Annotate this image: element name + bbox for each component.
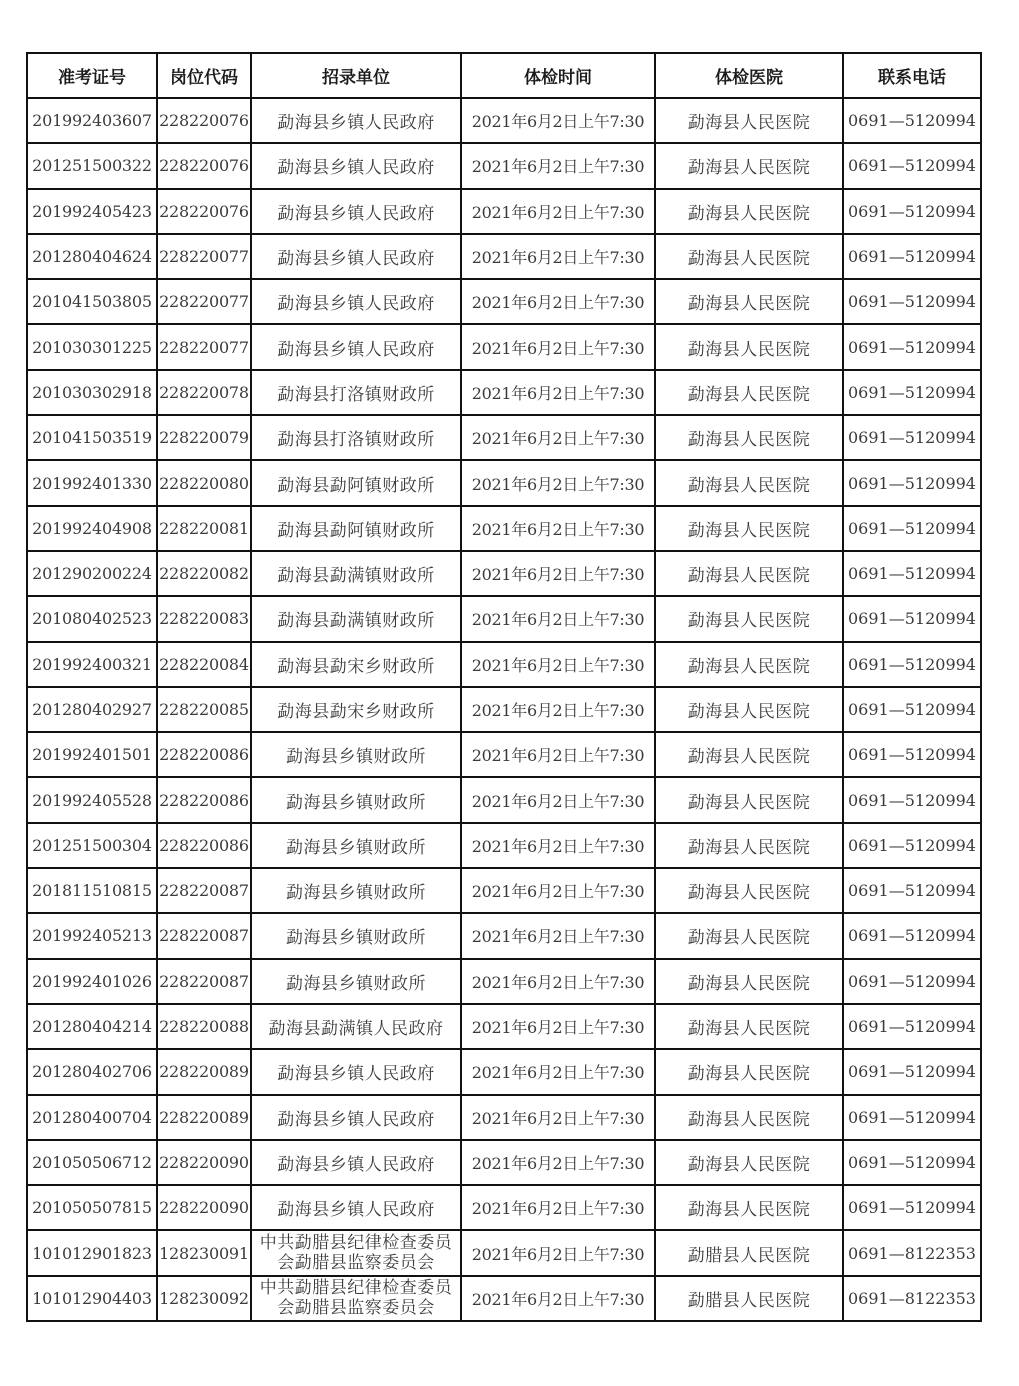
hospital-cell: 勐海县人民医院 (655, 460, 843, 505)
hospital-cell: 勐海县人民医院 (655, 868, 843, 913)
unit-cell: 勐海县乡镇人民政府 (251, 189, 461, 234)
unit-cell: 勐海县勐满镇财政所 (251, 551, 461, 596)
phone-cell: 0691—5120994 (843, 370, 981, 415)
table-row (27, 913, 981, 958)
unit-cell: 勐海县乡镇财政所 (251, 732, 461, 777)
post-code-cell: 228220077 (157, 324, 251, 369)
phone-cell: 0691—5120994 (843, 732, 981, 777)
exam-id-cell: 201280402706 (27, 1049, 157, 1094)
exam-id-cell: 201080402523 (27, 596, 157, 641)
unit-cell: 勐海县乡镇人民政府 (251, 1095, 461, 1140)
table-row (27, 1095, 981, 1140)
unit-cell: 勐海县乡镇人民政府 (251, 1140, 461, 1185)
table-row (27, 234, 981, 279)
hospital-cell: 勐海县人民医院 (655, 596, 843, 641)
table-row (27, 279, 981, 324)
exam-time-cell: 2021年6月2日上午7:30 (461, 98, 655, 143)
header-phone: 联系电话 (843, 53, 981, 98)
exam-time-cell: 2021年6月2日上午7:30 (461, 324, 655, 369)
unit-cell: 勐海县乡镇财政所 (251, 868, 461, 913)
exam-id-cell: 201030301225 (27, 324, 157, 369)
unit-cell: 勐海县乡镇人民政府 (251, 98, 461, 143)
exam-time-cell: 2021年6月2日上午7:30 (461, 868, 655, 913)
post-code-cell: 228220089 (157, 1049, 251, 1094)
hospital-cell: 勐海县人民医院 (655, 370, 843, 415)
exam-time-cell: 2021年6月2日上午7:30 (461, 143, 655, 188)
exam-id-cell: 201030302918 (27, 370, 157, 415)
hospital-cell: 勐腊县人民医院 (655, 1276, 843, 1321)
hospital-cell: 勐海县人民医院 (655, 189, 843, 234)
hospital-cell: 勐海县人民医院 (655, 642, 843, 687)
table-row (27, 370, 981, 415)
exam-id-cell: 101012904403 (27, 1276, 157, 1321)
exam-id-cell: 201992400321 (27, 642, 157, 687)
unit-cell: 勐海县勐宋乡财政所 (251, 642, 461, 687)
exam-time-cell: 2021年6月2日上午7:30 (461, 1004, 655, 1049)
table-row (27, 823, 981, 868)
exam-id-cell: 201290200224 (27, 551, 157, 596)
post-code-cell: 228220090 (157, 1140, 251, 1185)
hospital-cell: 勐腊县人民医院 (655, 1230, 843, 1275)
table-row (27, 1230, 981, 1275)
exam-id-cell: 201050506712 (27, 1140, 157, 1185)
hospital-cell: 勐海县人民医院 (655, 823, 843, 868)
post-code-cell: 228220085 (157, 687, 251, 732)
post-code-cell: 228220087 (157, 959, 251, 1004)
exam-time-cell: 2021年6月2日上午7:30 (461, 732, 655, 777)
post-code-cell: 228220088 (157, 1004, 251, 1049)
unit-cell: 勐海县乡镇财政所 (251, 959, 461, 1004)
post-code-cell: 228220082 (157, 551, 251, 596)
phone-cell: 0691—8122353 (843, 1276, 981, 1321)
phone-cell: 0691—5120994 (843, 189, 981, 234)
table-row (27, 596, 981, 641)
post-code-cell: 228220079 (157, 415, 251, 460)
header-unit: 招录单位 (251, 53, 461, 98)
unit-cell: 勐海县乡镇人民政府 (251, 1185, 461, 1230)
hospital-cell: 勐海县人民医院 (655, 143, 843, 188)
unit-cell: 勐海县勐阿镇财政所 (251, 460, 461, 505)
phone-cell: 0691—5120994 (843, 913, 981, 958)
exam-id-cell: 201992401330 (27, 460, 157, 505)
hospital-cell: 勐海县人民医院 (655, 1049, 843, 1094)
exam-id-cell: 201992405423 (27, 189, 157, 234)
post-code-cell: 228220089 (157, 1095, 251, 1140)
hospital-cell: 勐海县人民医院 (655, 1004, 843, 1049)
post-code-cell: 228220083 (157, 596, 251, 641)
exam-time-cell: 2021年6月2日上午7:30 (461, 506, 655, 551)
header-post-code: 岗位代码 (157, 53, 251, 98)
phone-cell: 0691—5120994 (843, 687, 981, 732)
exam-time-cell: 2021年6月2日上午7:30 (461, 551, 655, 596)
table-row (27, 189, 981, 234)
post-code-cell: 128230092 (157, 1276, 251, 1321)
table-row (27, 1276, 981, 1321)
table-row (27, 1049, 981, 1094)
unit-cell: 中共勐腊县纪律检查委员会勐腊县监察委员会 (251, 1276, 461, 1321)
post-code-cell: 228220081 (157, 506, 251, 551)
hospital-cell: 勐海县人民医院 (655, 551, 843, 596)
hospital-cell: 勐海县人民医院 (655, 687, 843, 732)
hospital-cell: 勐海县人民医院 (655, 777, 843, 822)
exam-id-cell: 201251500304 (27, 823, 157, 868)
exam-time-cell: 2021年6月2日上午7:30 (461, 1095, 655, 1140)
unit-cell: 勐海县乡镇人民政府 (251, 1049, 461, 1094)
hospital-cell: 勐海县人民医院 (655, 1140, 843, 1185)
hospital-cell: 勐海县人民医院 (655, 732, 843, 777)
exam-time-cell: 2021年6月2日上午7:30 (461, 1230, 655, 1275)
table-row (27, 460, 981, 505)
table-row (27, 506, 981, 551)
table-row (27, 687, 981, 732)
unit-cell: 勐海县勐满镇人民政府 (251, 1004, 461, 1049)
hospital-cell: 勐海县人民医院 (655, 279, 843, 324)
exam-id-cell: 201280400704 (27, 1095, 157, 1140)
phone-cell: 0691—5120994 (843, 1185, 981, 1230)
exam-time-cell: 2021年6月2日上午7:30 (461, 913, 655, 958)
table-row (27, 777, 981, 822)
phone-cell: 0691—5120994 (843, 1049, 981, 1094)
table-row (27, 415, 981, 460)
post-code-cell: 228220087 (157, 868, 251, 913)
unit-cell: 勐海县乡镇财政所 (251, 913, 461, 958)
unit-cell: 勐海县勐阿镇财政所 (251, 506, 461, 551)
exam-id-cell: 201280402927 (27, 687, 157, 732)
table-row (27, 868, 981, 913)
phone-cell: 0691—5120994 (843, 415, 981, 460)
physical-exam-table (26, 52, 982, 1322)
table-row (27, 98, 981, 143)
phone-cell: 0691—5120994 (843, 642, 981, 687)
exam-id-cell: 201992405213 (27, 913, 157, 958)
exam-id-cell: 201050507815 (27, 1185, 157, 1230)
post-code-cell: 228220080 (157, 460, 251, 505)
exam-id-cell: 201041503805 (27, 279, 157, 324)
post-code-cell: 228220076 (157, 143, 251, 188)
hospital-cell: 勐海县人民医院 (655, 1185, 843, 1230)
phone-cell: 0691—5120994 (843, 279, 981, 324)
phone-cell: 0691—5120994 (843, 868, 981, 913)
unit-cell: 勐海县乡镇人民政府 (251, 279, 461, 324)
phone-cell: 0691—5120994 (843, 234, 981, 279)
phone-cell: 0691—5120994 (843, 777, 981, 822)
hospital-cell: 勐海县人民医院 (655, 959, 843, 1004)
post-code-cell: 228220086 (157, 732, 251, 777)
unit-cell: 勐海县勐宋乡财政所 (251, 687, 461, 732)
header-exam-id: 准考证号 (27, 53, 157, 98)
exam-time-cell: 2021年6月2日上午7:30 (461, 959, 655, 1004)
hospital-cell: 勐海县人民医院 (655, 913, 843, 958)
hospital-cell: 勐海县人民医院 (655, 415, 843, 460)
exam-time-cell: 2021年6月2日上午7:30 (461, 370, 655, 415)
phone-cell: 0691—5120994 (843, 823, 981, 868)
exam-time-cell: 2021年6月2日上午7:30 (461, 1049, 655, 1094)
exam-time-cell: 2021年6月2日上午7:30 (461, 777, 655, 822)
exam-id-cell: 101012901823 (27, 1230, 157, 1275)
exam-id-cell: 201251500322 (27, 143, 157, 188)
physical-exam-table-container (26, 52, 980, 1322)
exam-id-cell: 201992403607 (27, 98, 157, 143)
post-code-cell: 228220086 (157, 777, 251, 822)
exam-time-cell: 2021年6月2日上午7:30 (461, 596, 655, 641)
header-exam-time: 体检时间 (461, 53, 655, 98)
exam-id-cell: 201992404908 (27, 506, 157, 551)
post-code-cell: 228220076 (157, 98, 251, 143)
hospital-cell: 勐海县人民医院 (655, 506, 843, 551)
hospital-cell: 勐海县人民医院 (655, 234, 843, 279)
post-code-cell: 228220090 (157, 1185, 251, 1230)
exam-time-cell: 2021年6月2日上午7:30 (461, 279, 655, 324)
post-code-cell: 228220087 (157, 913, 251, 958)
exam-time-cell: 2021年6月2日上午7:30 (461, 1276, 655, 1321)
exam-id-cell: 201041503519 (27, 415, 157, 460)
phone-cell: 0691—5120994 (843, 1140, 981, 1185)
post-code-cell: 228220084 (157, 642, 251, 687)
table-header (27, 53, 981, 98)
table-row (27, 143, 981, 188)
unit-cell: 勐海县乡镇人民政府 (251, 234, 461, 279)
exam-time-cell: 2021年6月2日上午7:30 (461, 234, 655, 279)
phone-cell: 0691—5120994 (843, 596, 981, 641)
post-code-cell: 128230091 (157, 1230, 251, 1275)
exam-time-cell: 2021年6月2日上午7:30 (461, 687, 655, 732)
hospital-cell: 勐海县人民医院 (655, 98, 843, 143)
unit-cell: 勐海县乡镇人民政府 (251, 143, 461, 188)
table-row (27, 1185, 981, 1230)
exam-time-cell: 2021年6月2日上午7:30 (461, 823, 655, 868)
hospital-cell: 勐海县人民医院 (655, 324, 843, 369)
unit-cell: 勐海县乡镇人民政府 (251, 324, 461, 369)
phone-cell: 0691—5120994 (843, 460, 981, 505)
phone-cell: 0691—5120994 (843, 324, 981, 369)
table-row (27, 1004, 981, 1049)
unit-cell: 中共勐腊县纪律检查委员会勐腊县监察委员会 (251, 1230, 461, 1275)
exam-id-cell: 201992401501 (27, 732, 157, 777)
exam-id-cell: 201811510815 (27, 868, 157, 913)
header-hospital: 体检医院 (655, 53, 843, 98)
unit-cell: 勐海县乡镇财政所 (251, 777, 461, 822)
table-row (27, 959, 981, 1004)
phone-cell: 0691—5120994 (843, 506, 981, 551)
unit-cell: 勐海县勐满镇财政所 (251, 596, 461, 641)
phone-cell: 0691—5120994 (843, 959, 981, 1004)
header-row (27, 53, 981, 98)
table-row (27, 732, 981, 777)
table-row (27, 324, 981, 369)
phone-cell: 0691—5120994 (843, 98, 981, 143)
exam-id-cell: 201992401026 (27, 959, 157, 1004)
phone-cell: 0691—5120994 (843, 143, 981, 188)
exam-time-cell: 2021年6月2日上午7:30 (461, 642, 655, 687)
table-row (27, 642, 981, 687)
hospital-cell: 勐海县人民医院 (655, 1095, 843, 1140)
post-code-cell: 228220086 (157, 823, 251, 868)
table-row (27, 551, 981, 596)
exam-time-cell: 2021年6月2日上午7:30 (461, 1185, 655, 1230)
post-code-cell: 228220076 (157, 189, 251, 234)
phone-cell: 0691—8122353 (843, 1230, 981, 1275)
post-code-cell: 228220077 (157, 234, 251, 279)
exam-time-cell: 2021年6月2日上午7:30 (461, 189, 655, 234)
exam-time-cell: 2021年6月2日上午7:30 (461, 415, 655, 460)
unit-cell: 勐海县打洛镇财政所 (251, 415, 461, 460)
post-code-cell: 228220078 (157, 370, 251, 415)
post-code-cell: 228220077 (157, 279, 251, 324)
phone-cell: 0691—5120994 (843, 1004, 981, 1049)
unit-cell: 勐海县打洛镇财政所 (251, 370, 461, 415)
phone-cell: 0691—5120994 (843, 551, 981, 596)
exam-id-cell: 201280404624 (27, 234, 157, 279)
table-body (27, 98, 981, 1321)
exam-time-cell: 2021年6月2日上午7:30 (461, 460, 655, 505)
unit-cell: 勐海县乡镇财政所 (251, 823, 461, 868)
table-row (27, 1140, 981, 1185)
exam-id-cell: 201280404214 (27, 1004, 157, 1049)
exam-time-cell: 2021年6月2日上午7:30 (461, 1140, 655, 1185)
phone-cell: 0691—5120994 (843, 1095, 981, 1140)
exam-id-cell: 201992405528 (27, 777, 157, 822)
